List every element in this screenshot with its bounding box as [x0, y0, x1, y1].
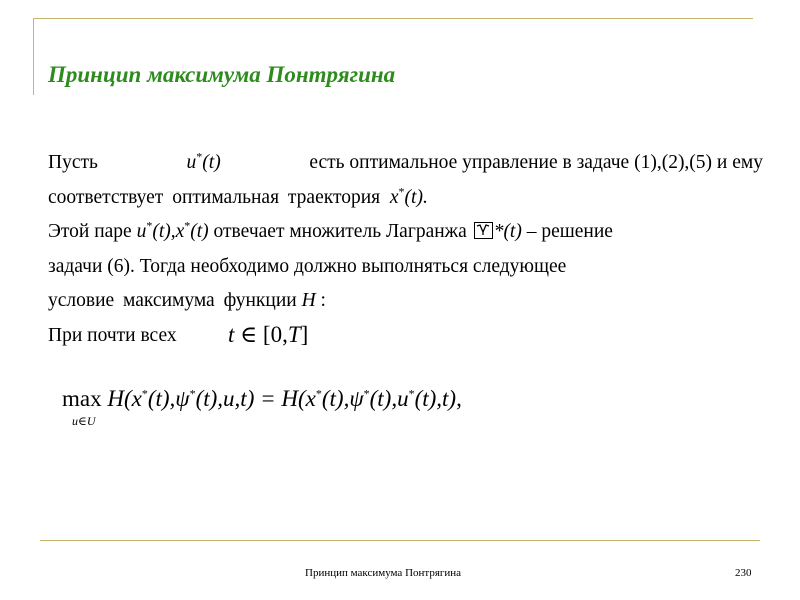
- body-line-2-x: x: [389, 186, 399, 208]
- body-line-5: условие максимума функции H :: [48, 290, 326, 311]
- maximum-condition-formula: max u∈U H(x*(t),ψ*(t),u,t) = H(x*(t),ψ*(t),u*(t),t),: [62, 386, 462, 428]
- time-condition: t ∈ [0,T]: [228, 322, 309, 347]
- body-line-6: При почти всех: [48, 324, 177, 346]
- body-line-1-u: u*(t): [186, 149, 221, 173]
- psi-icon: [474, 222, 493, 239]
- bottom-rule: [40, 540, 760, 541]
- top-rule: [33, 18, 753, 19]
- body-line-1-a: Пусть: [48, 152, 98, 173]
- body-line-2: соответствует оптимальная траектория x*(t).: [48, 184, 428, 208]
- page-number: 230: [735, 567, 752, 579]
- body-line-1: [48, 146, 763, 181]
- slide-body: [48, 146, 763, 353]
- footer-title: Принцип максимума Понтрягина: [305, 567, 462, 579]
- slide-title: Принцип максимума Понтрягина: [48, 62, 396, 87]
- body-line-3: Этой паре u*(t),x*(t) отвечает множитель Лагранжа *(t) – решение: [48, 218, 613, 242]
- body-line-4: задачи (6). Тогда необходимо должно выполняться следующее: [48, 255, 567, 277]
- body-line-1-e: есть оптимальное управление в задаче (1),(2),(5) и ему: [309, 152, 763, 173]
- left-rule: [33, 18, 34, 95]
- body-line-2-a: соответствует оптимальная траектория: [48, 186, 381, 208]
